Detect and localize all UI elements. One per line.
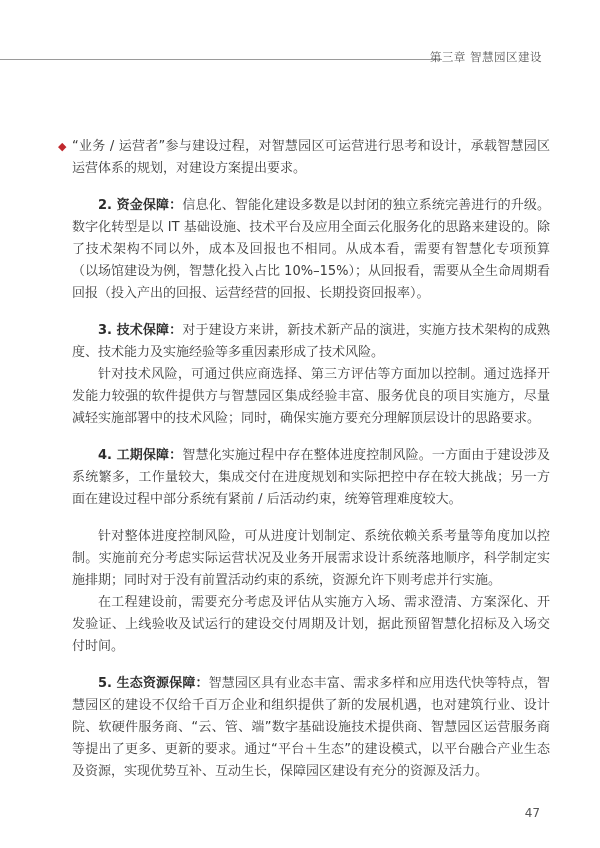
paragraph-funding [72,195,550,305]
diamond-bullet-icon: ◆ [58,140,67,153]
section-label: 4. 工期保障： [98,448,183,463]
paragraph-delivery-cycle [72,592,550,658]
paragraph-text: 针对技术风险，可通过供应商选择、第三方评估等方面加以控制。通过选择开发能力较强的软件提供方与智慧园区集成经验丰富、服务优良的项目实施方，尽量减轻实施部署中的技术风险；同时，确保实施方要充分理解顶层设计的思路要求。 [72,367,550,426]
paragraph-technology [72,320,550,364]
body-text [58,136,550,783]
paragraph-schedule-control [72,526,550,592]
page-number: 47 [524,806,540,820]
paragraph-text: 针对整体进度控制风险，可从进度计划制定、系统依赖关系考量等角度加以控制。实施前充分考虑实际运营状况及业务开展需求设计系统落地顺序，科学制定实施排期；同时对于没有前置活动约束的系统，资源允许下则考虑并行实施。 [72,529,550,588]
paragraph-schedule [72,445,550,511]
paragraph-ecosystem [72,673,550,783]
paragraph-text: 在工程建设前，需要充分考虑及评估从实施方入场、需求澄清、方案深化、开发验证、上线验收及试运行的建设交付周期及计划，据此预留智慧化招标及入场交付时间。 [72,595,550,654]
section-label: 2. 资金保障： [98,198,183,213]
paragraph-text: 对于建设方来讲，新技术新产品的演进，实施方技术架构的成熟度、技术能力及实施经验等多重因素形成了技术风险。 [72,323,550,360]
header-rule [0,59,442,60]
paragraph-text: “业务 / 运营者”参与建设过程，对智慧园区可运营进行思考和设计，承载智慧园区运营体系的规划，对建设方案提出要求。 [72,139,550,176]
paragraph-text: 信息化、智能化建设多数是以封闭的独立系统完善进行的升级。数字化转型是以 IT 基础设施、技术平台及应用全面云化服务化的思路来建设的。除了技术架构不同以外，成本及回报也不相同。从成本看，需要有智慧化专项预算（以场馆建设为例，智慧化投入占比 10%–15%）；从回报看，需要从全生命周期看回报（投入产出的回报、运营经营的回报、长期投资回报率）。 [72,198,550,301]
chapter-title: 第三章 智慧园区建设 [429,50,542,64]
bullet-paragraph [58,136,550,180]
paragraph-text: 智慧化实施过程中存在整体进度控制风险。一方面由于建设涉及系统繁多，工作量较大，集成交付在进度规划和实际把控中存在较大挑战；另一方面在建设过程中部分系统有紧前 / 后活动约束，统筹管理难度较大。 [72,448,550,507]
paragraph-technology-risk [72,364,550,430]
section-label: 5. 生态资源保障： [98,676,209,691]
paragraph-text: 智慧园区具有业态丰富、需求多样和应用迭代快等特点，智慧园区的建设不仅给千百万企业和组织提供了新的发展机遇，也对建筑行业、设计院、软硬件服务商、“云、管、端”数字基础设施技术提供商、智慧园区运营服务商等提出了更多、更新的要求。通过“平台＋生态”的建设模式，以平台融合产业生态及资源，实现优势互补、互动生长，保障园区建设有充分的资源及活力。 [72,676,550,779]
section-label: 3. 技术保障： [98,323,183,338]
